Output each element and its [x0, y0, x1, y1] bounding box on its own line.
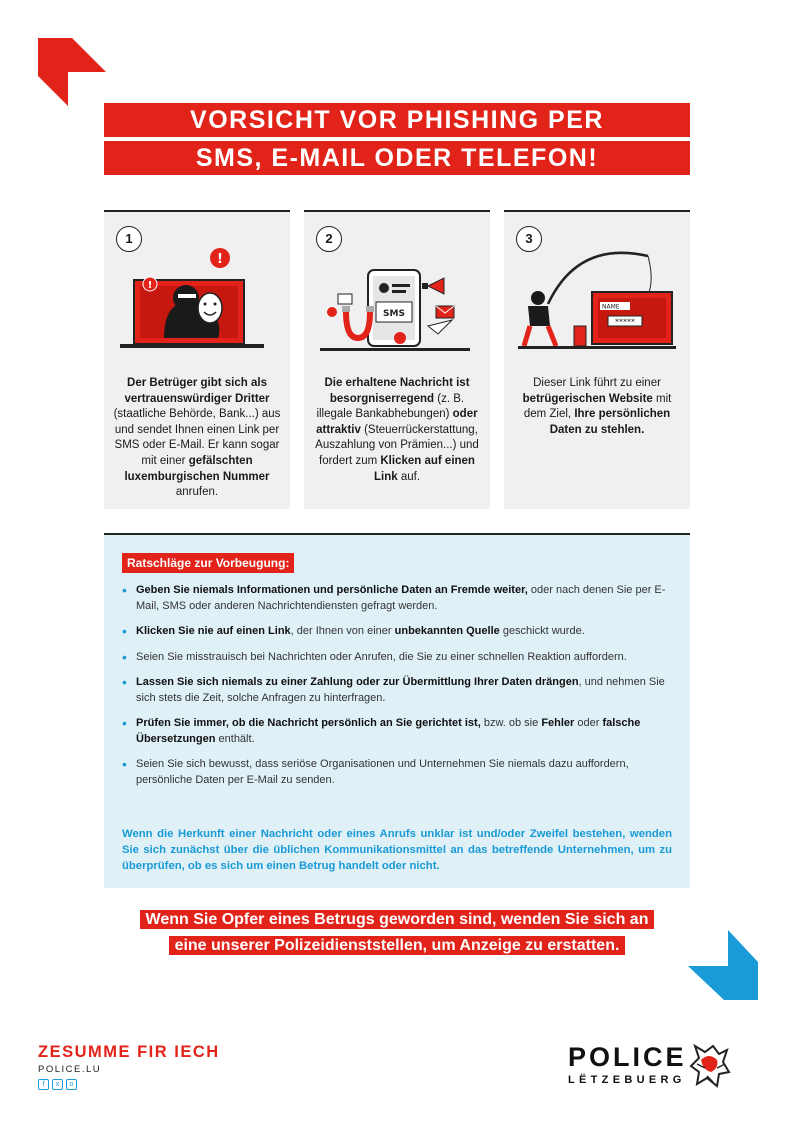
body-text: bzw. ob sie — [480, 717, 542, 729]
emphasis-text: Der Betrüger gibt sich als vertrauenswürdiger Dritter — [124, 377, 270, 405]
blue-corner-arrow — [688, 930, 758, 1000]
emphasis-text: gefälschten luxemburgischen Nummer — [124, 454, 270, 483]
emphasis-text: Ihre persönlichen Daten zu stehlen. — [549, 408, 671, 436]
advice-panel — [104, 533, 690, 888]
step-text — [312, 376, 482, 485]
advice-title: Ratschläge zur Vorbeugung: — [122, 553, 294, 573]
emphasis-text: unbekannten Quelle — [394, 625, 500, 637]
victim-notice — [110, 907, 684, 932]
emphasis-text: Lassen Sie sich niemals zu einer Zahlung oder zur Übermittlung Ihrer Daten drängen — [136, 676, 579, 688]
emphasis-text: Geben Sie niemals Informationen und persönliche Daten an Fremde weiter, — [136, 584, 528, 596]
emphasis-text: Klicken Sie nie auf einen Link — [136, 625, 291, 637]
body-text: Seien Sie misstrauisch bei Nachrichten oder Anrufen, die Sie zu einer schnellen Reaktion auffordern. — [136, 650, 627, 663]
advice-item — [122, 675, 682, 706]
advice-item — [122, 583, 682, 614]
letzebuerg-wordmark: LËTZEBUERG — [568, 1074, 686, 1086]
scammer-laptop-illustration — [118, 246, 276, 354]
victim-line-2: eine unserer Polizeidienststellen, um Anzeige zu erstatten. — [169, 936, 626, 955]
social-icons — [38, 1079, 220, 1090]
facebook-icon[interactable]: f — [38, 1079, 49, 1090]
body-text: , der Ihnen von einer — [290, 625, 395, 637]
emphasis-text: Prüfen Sie immer, ob die Nachricht persönlich an Sie gerichtet ist, — [136, 717, 481, 729]
instagram-icon[interactable]: o — [66, 1079, 77, 1090]
advice-item — [122, 716, 682, 747]
body-text: auf. — [397, 470, 421, 483]
body-text: anrufen. — [175, 486, 219, 499]
body-text: Seien Sie sich bewusst, dass seriöse Organisationen und Unternehmen Sie niemals dazu auffordern, persönliche Daten per E-Mail zu senden. — [136, 758, 629, 786]
sms-phone-illustration — [318, 246, 476, 354]
body-text: mit dem Ziel, — [523, 392, 672, 421]
password-dots: ***** — [615, 317, 635, 327]
advice-note: Wenn die Herkunft einer Nachricht oder eines Anrufs unklar ist und/oder Zweifel bestehen, wenden Sie sich zunächst über die üblichen Kommunikationsmittel an das betreffende Unternehmen, um zu überprüfen, ob es sich um einen Betrug handelt oder nicht. — [122, 828, 672, 872]
emphasis-text: Die erhaltene Nachricht ist besorgniserregend — [324, 377, 470, 405]
body-text: enthält. — [215, 732, 255, 745]
police-logo — [568, 1042, 733, 1088]
advice-item — [122, 624, 682, 640]
emphasis-text: Klicken auf einen Link — [373, 454, 475, 483]
step-number: 2 — [316, 226, 342, 252]
title-line-1: VORSICHT VOR PHISHING PER — [104, 103, 690, 137]
x-icon[interactable]: x — [52, 1079, 63, 1090]
body-text: Dieser Link führt zu einer — [533, 377, 661, 389]
step-text — [112, 376, 282, 501]
emphasis-text: betrügerischen Website — [522, 392, 653, 405]
emphasis-text: falsche Übersetzungen — [136, 717, 641, 745]
step-card-2 — [304, 210, 490, 509]
body-text: (z. B. illegale Bankabhebungen) — [316, 392, 465, 421]
police-wordmark: POLICE — [568, 1042, 687, 1072]
fishing-website-illustration — [518, 246, 676, 354]
step-card-1 — [104, 210, 290, 509]
body-text: (staatliche Behörde, Bank...) aus und sendet Ihnen einen Link per SMS oder E-Mail. Er kann sogar mit einer — [113, 408, 281, 467]
body-text: oder nach denen Sie per E-Mail, SMS oder anderen Nachrichtendiensten gefragt werden. — [136, 584, 666, 612]
advice-item — [122, 650, 682, 666]
advice-item — [122, 757, 682, 788]
body-text: oder — [574, 717, 603, 729]
step-text — [512, 376, 682, 438]
lion-crest-icon — [689, 1042, 733, 1088]
victim-notice-2 — [110, 933, 684, 958]
title-line-2: SMS, E-MAIL ODER TELEFON! — [104, 141, 690, 175]
body-text: geschickt wurde. — [499, 625, 585, 637]
emphasis-text: oder attraktiv — [316, 408, 478, 436]
svg-text:!: ! — [147, 280, 153, 291]
sms-label: SMS — [383, 309, 405, 319]
name-field-label: NAME — [602, 303, 620, 311]
step-number: 1 — [116, 226, 142, 252]
advice-list — [122, 583, 682, 798]
body-text: , und nehmen Sie sich stets die Zeit, solche Anfragen zu hinterfragen. — [136, 676, 665, 704]
website-link[interactable]: POLICE.LU — [38, 1064, 102, 1075]
emphasis-text: Fehler — [541, 717, 575, 729]
footer-branding — [38, 1043, 220, 1090]
svg-text:!: ! — [217, 252, 223, 267]
slogan: ZESUMME FIR IECH — [38, 1043, 220, 1061]
red-corner-arrow — [38, 38, 106, 106]
step-card-3 — [504, 210, 690, 509]
step-number: 3 — [516, 226, 542, 252]
victim-line-1: Wenn Sie Opfer eines Betrugs geworden sind, wenden Sie sich an — [140, 910, 655, 929]
body-text: (Steuerrückerstattung, Auszahlung von Prämien...) und fordert zum — [315, 423, 479, 467]
